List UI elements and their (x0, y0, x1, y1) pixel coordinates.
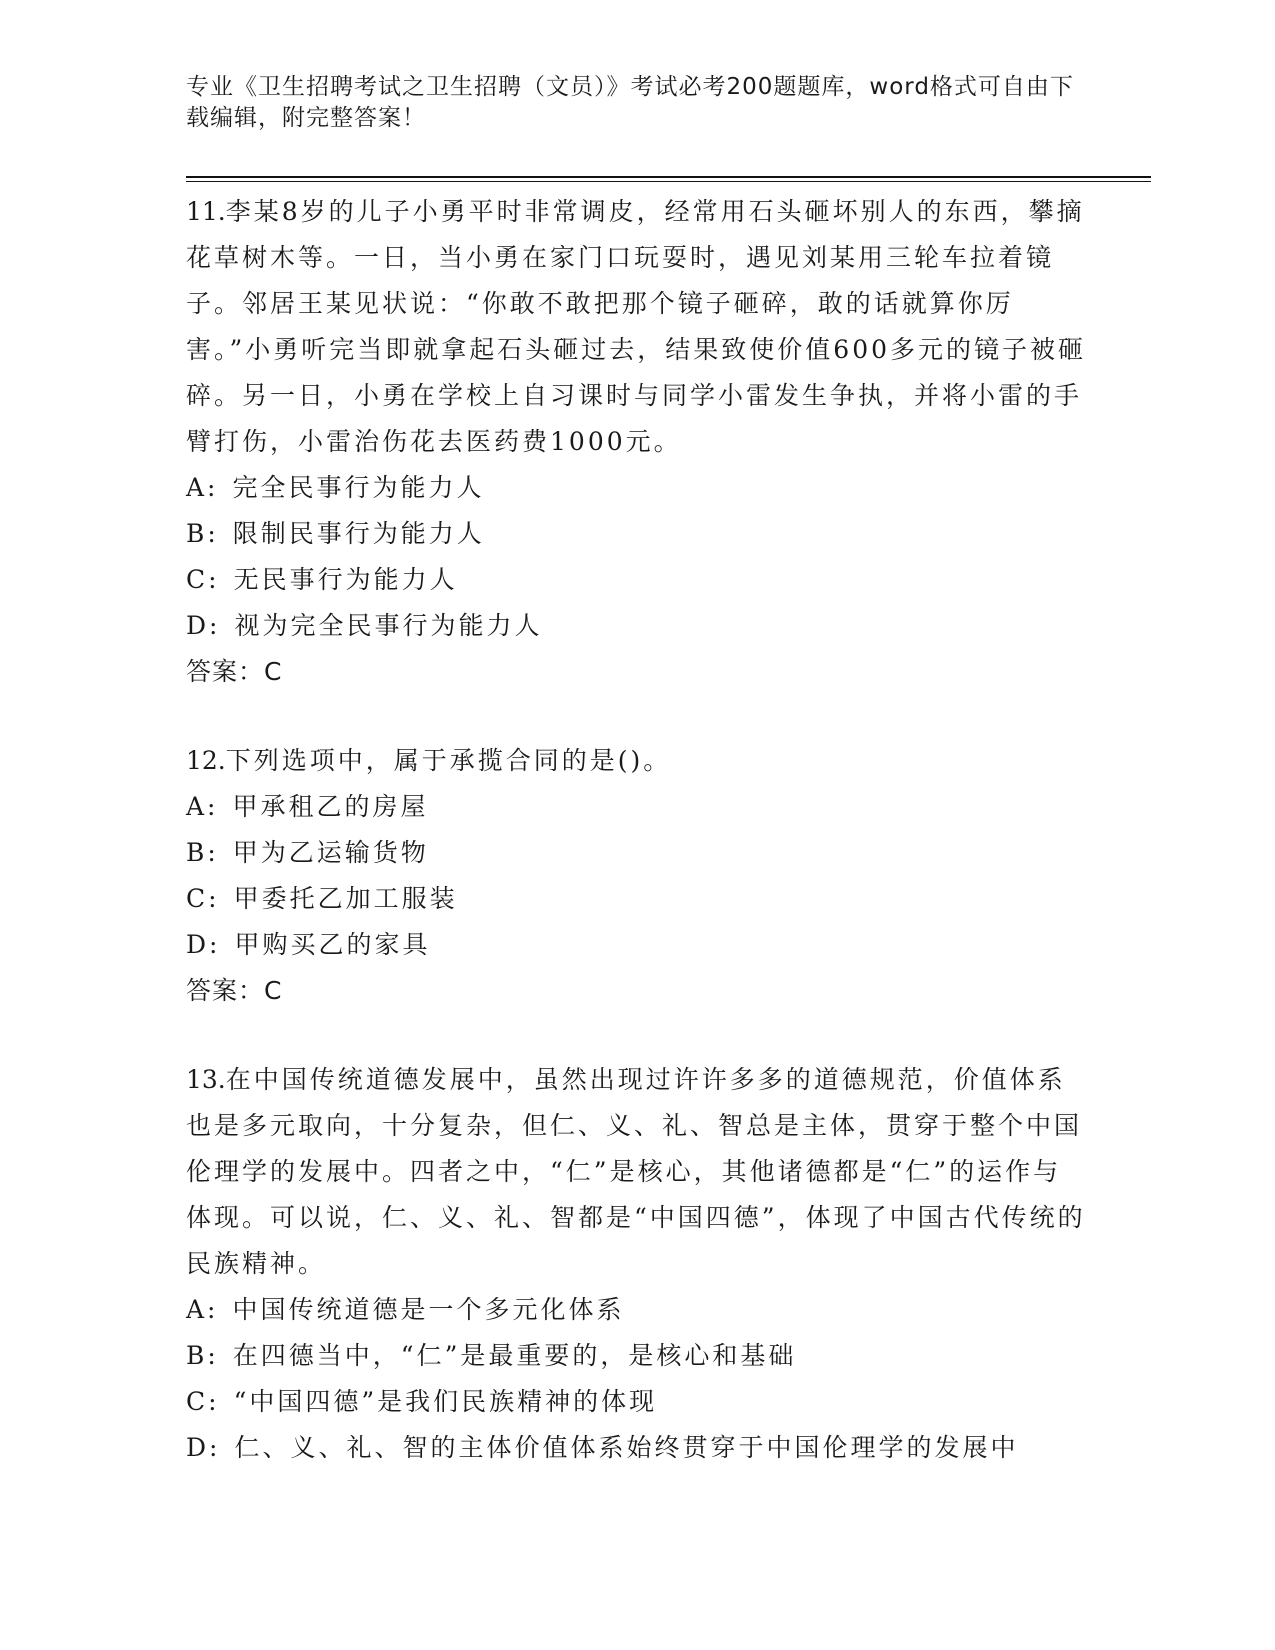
question-number: 12. (186, 746, 226, 775)
option-b (186, 830, 1086, 876)
page-header: 专业《卫生招聘考试之卫生招聘（文员）》考试必考200题题库，word格式可自由下载编辑，附完整答案！ (186, 74, 1074, 131)
option-text: 仁、义、礼、智的主体价值体系始终贯穿于中国伦理学的发展中 (234, 1433, 1019, 1462)
header-rule-thin (186, 181, 1151, 182)
option-label: B: (186, 838, 219, 867)
option-label: B: (186, 519, 219, 548)
question-stem (186, 189, 1086, 465)
option-d (186, 1425, 1086, 1471)
option-text: 完全民事行为能力人 (232, 473, 485, 502)
option-label: A: (186, 792, 219, 821)
option-text: 甲委托乙加工服装 (233, 884, 458, 913)
question-11 (186, 189, 1086, 695)
question-text: 下列选项中，属于承揽合同的是()。 (225, 746, 672, 775)
option-label: D: (186, 930, 221, 959)
answer-line: 答案：C (186, 976, 283, 1005)
option-label: C: (186, 565, 220, 594)
question-13 (186, 1057, 1086, 1471)
option-c (186, 1379, 1086, 1425)
option-label: C: (186, 1387, 220, 1416)
question-stem (186, 1057, 1086, 1287)
header-rule-thick (186, 176, 1151, 178)
option-text: 无民事行为能力人 (233, 565, 458, 594)
option-text: 甲购买乙的家具 (234, 930, 431, 959)
option-a (186, 784, 1086, 830)
option-label: D: (186, 611, 221, 640)
question-text: 李某8岁的儿子小勇平时非常调皮，经常用石头砸坏别人的东西，攀摘花草树木等。一日，当小勇在家门口玩耍时，遇见刘某用三轮车拉着镜子。邻居王某见状说：“你敢不敢把那个镜子砸碎，敢的话就算你厉害。”小勇听完当即就拿起石头砸过去，结果致使价值600多元的镜子被砸碎。另一日，小勇在学校上自习课时与同学小雷发生争执，并将小雷的手臂打伤，小雷治伤花去医药费1000元。 (186, 197, 1087, 456)
option-d (186, 922, 1086, 968)
option-text: 限制民事行为能力人 (232, 519, 485, 548)
question-number: 11. (186, 197, 226, 226)
option-text: “中国四德”是我们民族精神的体现 (233, 1387, 658, 1416)
question-list (186, 189, 1086, 1514)
option-text: 在四德当中，“仁”是最重要的，是核心和基础 (232, 1341, 797, 1370)
option-a (186, 1287, 1086, 1333)
option-d (186, 603, 1086, 649)
option-c (186, 876, 1086, 922)
option-b (186, 1333, 1086, 1379)
answer-line: 答案：C (186, 657, 283, 686)
question-12 (186, 738, 1086, 1014)
option-label: A: (186, 1295, 219, 1324)
question-stem (186, 738, 1086, 784)
option-c (186, 557, 1086, 603)
option-text: 中国传统道德是一个多元化体系 (232, 1295, 625, 1324)
option-b (186, 511, 1086, 557)
question-number: 13. (186, 1065, 226, 1094)
question-text: 在中国传统道德发展中，虽然出现过许许多多的道德规范，价值体系也是多元取向，十分复杂，但仁、义、礼、智总是主体，贯穿于整个中国伦理学的发展中。四者之中，“仁”是核心，其他诸德都是“仁”的运作与体现。可以说，仁、义、礼、智都是“中国四德”，体现了中国古代传统的民族精神。 (186, 1065, 1086, 1278)
option-label: C: (186, 884, 220, 913)
option-label: D: (186, 1433, 221, 1462)
option-a (186, 465, 1086, 511)
option-text: 甲承租乙的房屋 (232, 792, 429, 821)
option-label: A: (186, 473, 219, 502)
option-text: 甲为乙运输货物 (232, 838, 429, 867)
option-label: B: (186, 1341, 219, 1370)
option-text: 视为完全民事行为能力人 (234, 611, 543, 640)
